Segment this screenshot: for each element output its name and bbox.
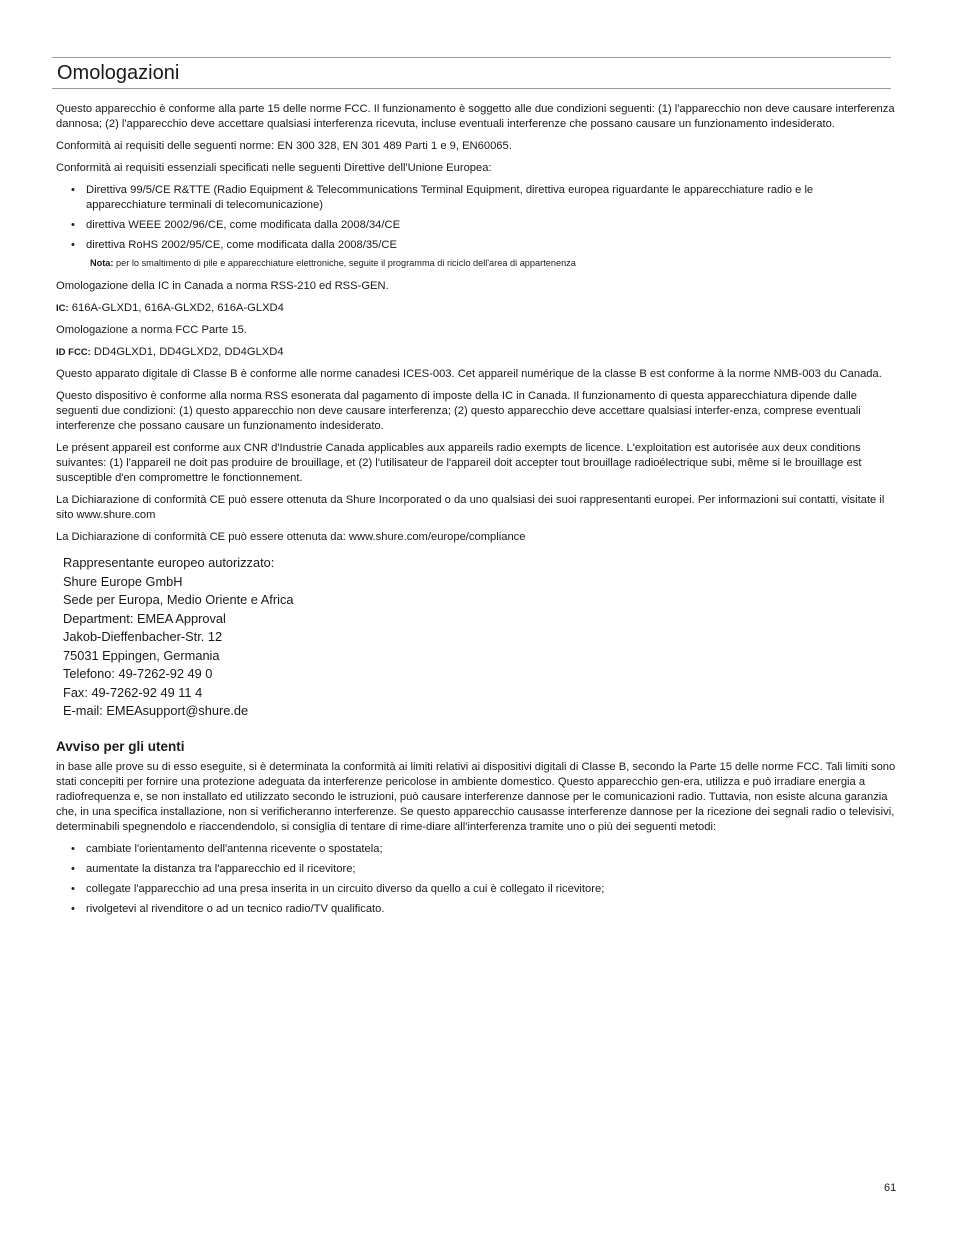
fcc-id-line [56,345,896,360]
address-line: Telefono: 49-7262-92 49 0 [63,666,213,681]
ce-url-paragraph: La Dichiarazione di conformità CE può essere ottenuta da: www.shure.com/europe/compliance [56,531,526,543]
fcc-intro-paragraph: Questo apparecchio è conforme alla parte 15 delle norme FCC. Il funzionamento è soggetto alle due condizioni seguenti: (1) l'apparecchio non deve causare interferenza dannosa; (2) l'apparecchio deve accettare qualsiasi interferenza ricevuta, incluse eventuali interferenze che possano causare un funzionamento indesiderato. [56,103,895,130]
fcc-id-label: ID FCC: [56,347,91,358]
user-notice-body: in base alle prove su di esso eseguite, si è determinata la conformità ai limiti relativi ai dispositivi digitali di Classe B, secondo la Parte 15 delle norme FCC. Tali limiti sono stati concepiti per fornire una protezione adeguata da interferenze pericolose in ambiente domestico. Questo apparecchio gen-era, utilizza e può irradiare energia a radiofrequenza e, se non installato ed utilizzato secondo le istruzioni, può causare interferenze dannose per le comunicazioni radio. Tuttavia, non esiste alcuna garanzia che, in una specifica installazione, non si verificheranno interferenze. Se questo apparecchio causasse interferenze dannose per la ricezione dei segnali radio o televisivi, determinabili spegnendolo e riaccendendolo, si consiglia di tentare di rime-diare all'interferenza tramite uno o più dei seguenti metodi: [56,760,896,833]
page-title: Omologazioni [57,62,180,84]
rss-french-paragraph: Le présent appareil est conforme aux CNR d'Industrie Canada applicables aux appareils radio exempts de licence. L'exploitation est autorisée aux deux conditions suivantes: (1) l'appareil ne doit pas produire de brouillage, et (2) l'utilisateur de l'appareil doit accepter tout brouillage radioélectrique subi, même si le brouillage est susceptible d'en compromettre le fonctionnement. [56,442,862,484]
eu-representative-address [63,554,896,721]
address-line: Department: EMEA Approval [63,610,226,626]
list-item: • aumentate la distanza tra l'apparecchio ed il ricevitore; [71,862,356,875]
bullet-icon: • [71,239,75,251]
ic-value: 616A-GLXD1, 616A-GLXD2, 616A-GLXD4 [68,302,284,314]
address-line: Rappresentante europeo autorizzato: [63,555,275,570]
bullet-icon: • [71,842,75,855]
address-line: E-mail: EMEAsupport@shure.de [63,703,249,718]
list-item: • Direttiva 99/5/CE R&TTE (Radio Equipment & Telecommunications Terminal Equipment, direttiva europea riguardante le apparecchiature radio e le apparecchiature terminali di telecomunicazione) [71,184,814,211]
fcc-part-paragraph: Omologazione a norma FCC Parte 15. [56,324,247,336]
remedy-methods-list [56,842,896,917]
fcc-id-value: DD4GLXD1, DD4GLXD2, DD4GLXD4 [90,346,284,358]
rss-italian-paragraph: Questo dispositivo è conforme alla norma RSS esonerata dal pagamento di imposte della IC in Canada. Il funzionamento di questa apparecchiatura dipende dalle seguenti due condizioni: (1) questo apparecchio non deve causare interferenza; (2) questo apparecchio deve accettare qualsiasi interfer-enza, comprese eventuali interferenze che possano causare un funzionamento indesiderato. [56,390,861,432]
address-line: Fax: 49-7262-92 49 11 4 [63,684,203,700]
page-number: 61 [884,1182,897,1194]
directives-list [56,183,896,253]
disposal-note [56,256,896,271]
eu-directives-paragraph: Conformità ai requisiti essenziali specificati nelle seguenti Direttive dell'Unione Europea: [56,162,492,174]
address-line: Sede per Europa, Medio Oriente e Africa [63,592,294,607]
bullet-icon: • [71,184,75,196]
list-item: • cambiate l'orientamento dell'antenna ricevente o spostatela; [71,842,383,855]
bullet-icon: • [71,219,75,231]
section-header [52,57,891,89]
ic-canada-paragraph: Omologazione della IC in Canada a norma RSS-210 ed RSS-GEN. [56,280,389,292]
note-label: Nota: [90,258,114,268]
norms-paragraph: Conformità ai requisiti delle seguenti norme: EN 300 328, EN 301 489 Parti 1 e 9, EN60065. [56,140,512,152]
ic-id-line [56,301,896,316]
ices-paragraph: Questo apparato digitale di Classe B è conforme alle norme canadesi ICES-003. Cet appareil numérique de la classe B est conforme à la norme NMB-003 du Canada. [56,368,882,380]
address-line: 75031 Eppingen, Germania [63,647,220,663]
bullet-icon: • [71,882,75,895]
list-item: • collegate l'apparecchio ad una presa inserita in un circuito diverso da quello a cui è collegato il ricevitore; [71,882,605,895]
page-content [56,102,896,922]
note-text: per lo smaltimento di pile e apparecchiature elettroniche, seguite il programma di riciclo dell'area di appartenenza [113,258,576,268]
list-item: • direttiva RoHS 2002/95/CE, come modificata dalla 2008/35/CE [71,239,397,251]
list-item: • direttiva WEEE 2002/96/CE, come modificata dalla 2008/34/CE [71,219,401,231]
user-notice-heading: Avviso per gli utenti [56,738,185,754]
bullet-icon: • [71,902,75,915]
list-item: • rivolgetevi al rivenditore o ad un tecnico radio/TV qualificato. [71,902,385,915]
bullet-icon: • [71,862,75,875]
address-line: Jakob-Dieffenbacher-Str. 12 [63,629,223,644]
ic-label: IC: [56,303,69,314]
address-line: Shure Europe GmbH [63,573,183,589]
ce-declaration-paragraph: La Dichiarazione di conformità CE può essere ottenuta da Shure Incorporated o da uno qualsiasi dei suoi rappresentanti europei. Per informazioni sui contatti, visitate il sito www.shure.com [56,494,885,521]
